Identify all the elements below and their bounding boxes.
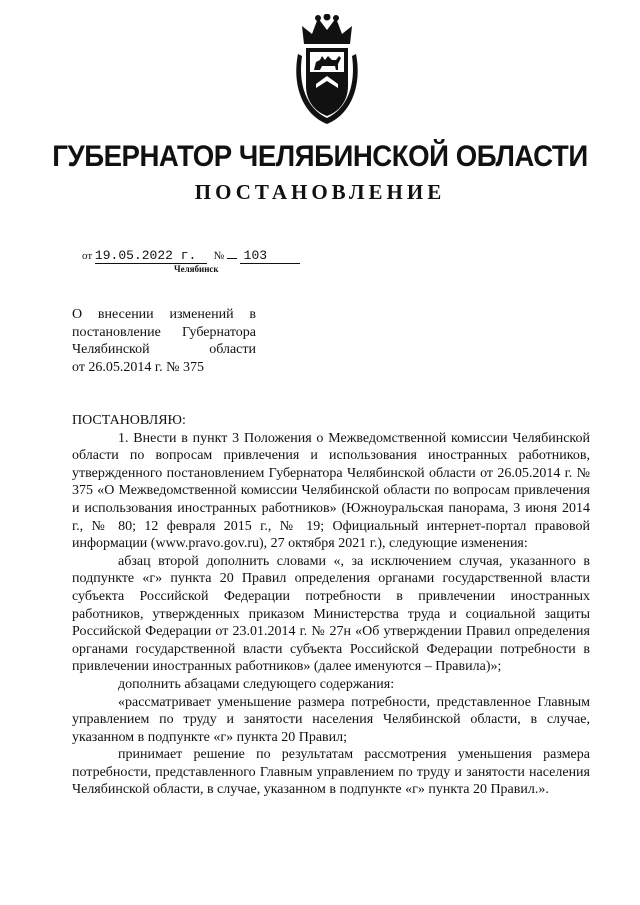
subject-line: Челябинской области: [72, 342, 256, 357]
body-paragraph: принимает решение по результатам рассмотрения уменьшения размера потребности, представленного Главным управлением по труду и занятости населения Челябинской области, в случае, указанном в подпункте «г» пункта 20 Правил.».: [72, 747, 590, 798]
coat-of-arms-emblem: [292, 14, 362, 126]
body-paragraph: дополнить абзацами следующего содержания:: [118, 676, 395, 692]
document-subject: [72, 306, 256, 376]
subject-line: постановление Губернатора: [72, 324, 256, 340]
document-date: 19.05.2022 г.: [95, 248, 207, 264]
resolution-heading: ПОСТАНОВЛЯЮ:: [72, 413, 186, 428]
number-prefix: №: [213, 250, 225, 262]
subject-line: от 26.05.2014 г. № 375: [72, 359, 204, 375]
body-paragraph: «рассматривает уменьшение размера потребности, представленное Главным управлением по труду и занятости населения Челябинской области, в случае, указанном в подпункте «г» пункта 20 Правил;: [72, 694, 590, 745]
date-prefix: от: [82, 250, 93, 262]
body-paragraph: 1. Внести в пункт 3 Положения о Межведомственной комиссии Челябинской области по вопросам привлечения и использования иностранных работников, утвержденного постановлением Губернатора Челябинской области от 26.05.2014 г. № 375 «О Межведомственной комиссии Челябинской области по вопросам привлечения и использования иностранных работников» (Южноуральская панорама, 3 июня 2014 г., № 80; 12 февраля 2015 г., № 19; Официальный интернет-портал правовой информации (www.pravo.gov.ru), 27 октября 2021 г.), следующие изменения:: [72, 430, 590, 552]
crown-icon: [302, 14, 352, 44]
document-meta: [82, 248, 300, 264]
document-body: [72, 412, 590, 799]
subject-line: О внесении изменений в: [72, 307, 256, 322]
page-title: ГУБЕРНАТОР ЧЕЛЯБИНСКОЙ ОБЛАСТИ: [52, 140, 588, 173]
document-city: Челябинск: [174, 264, 219, 274]
document-number: 103: [240, 248, 300, 264]
document-type: ПОСТАНОВЛЕНИЕ: [194, 180, 446, 204]
body-paragraph: абзац второй дополнить словами «, за исключением случая, указанного в подпункте «г» пункта 20 Правил определения органами государственной власти субъекта Российской Федерации потребности в привлечении иностранных работников, утвержденных приказом Министерства труда и социальной защиты Российской Федерации от 23.01.2014 г. № 27н «Об утверждении Правил определения органами государственной власти субъекта Российской Федерации потребности в привлечении иностранных работников» (далее именуются – Правила)»;: [72, 553, 590, 675]
